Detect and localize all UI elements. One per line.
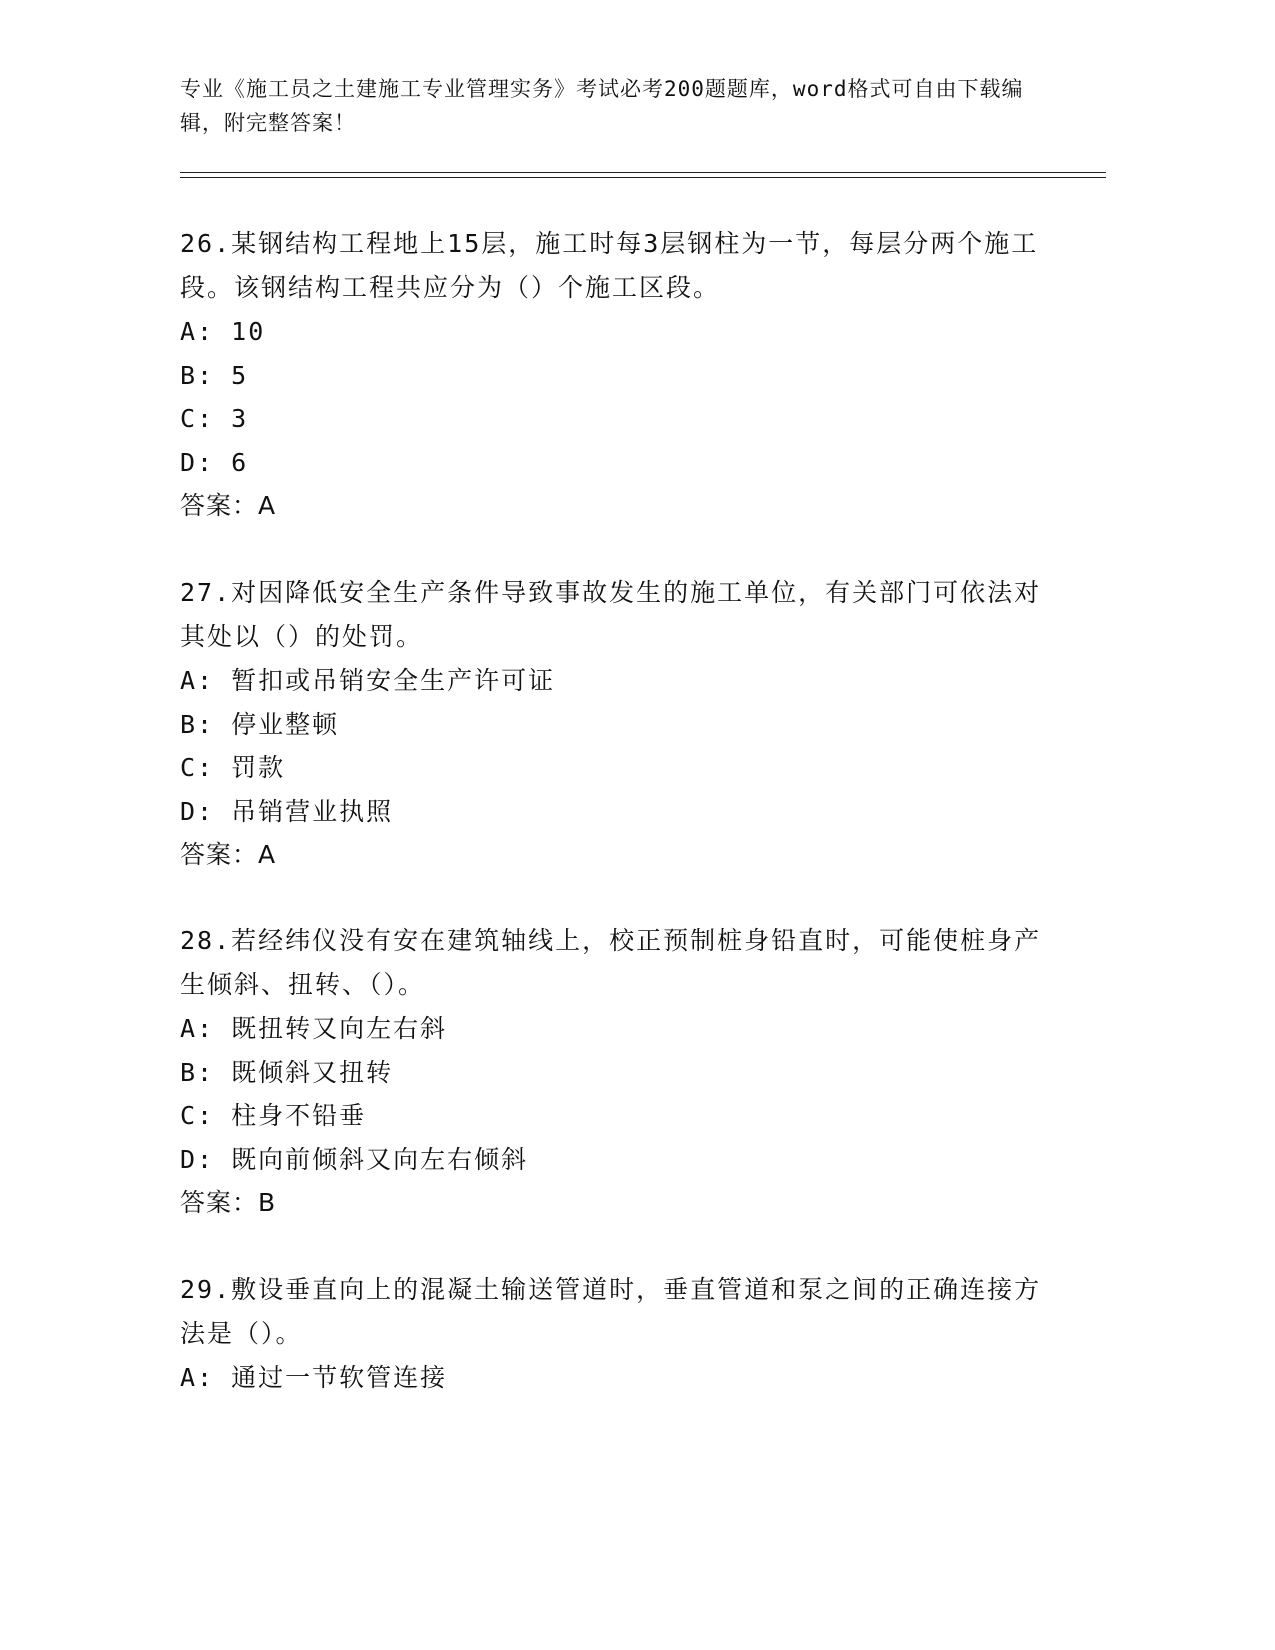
- question-29: [180, 1268, 1060, 1400]
- question-26: [180, 222, 1060, 528]
- option-c: C: 柱身不铅垂: [180, 1101, 367, 1130]
- option-c: C: 罚款: [180, 753, 286, 782]
- document-header: 专业《施工员之土建施工专业管理实务》考试必考200题题库，word格式可自由下载编辑，附完整答案！: [180, 77, 1024, 135]
- question-stem: 29.敷设垂直向上的混凝土输送管道时，垂直管道和泵之间的正确连接方法是（）。: [180, 1275, 1042, 1348]
- option-b: B: 停业整顿: [180, 709, 340, 739]
- question-27: [180, 571, 1060, 877]
- question-stem: 26.某钢结构工程地上15层，施工时每3层钢柱为一节，每层分两个施工段。该钢结构工程共应分为（）个施工区段。: [180, 229, 1039, 302]
- question-28: [180, 919, 1060, 1225]
- option-b: B: 既倾斜又扭转: [180, 1057, 394, 1087]
- option-d: D: 吊销营业执照: [180, 796, 394, 826]
- question-stem: 27.对因降低安全生产条件导致事故发生的施工单位，有关部门可依法对其处以（）的处罚。: [180, 578, 1042, 651]
- option-d: D: 6: [180, 447, 249, 477]
- option-d: D: 既向前倾斜又向左右倾斜: [180, 1144, 529, 1174]
- answer: 答案：B: [180, 1188, 277, 1217]
- option-a: A: 暂扣或吊销安全生产许可证: [180, 666, 556, 695]
- answer: 答案：A: [180, 491, 277, 520]
- question-stem: 28.若经纬仪没有安在建筑轴线上，校正预制桩身铅直时，可能使桩身产生倾斜、扭转、（）。: [180, 926, 1042, 999]
- header-divider-bottom: [180, 177, 1106, 178]
- option-a: A: 既扭转又向左右斜: [180, 1014, 448, 1043]
- option-b: B: 5: [180, 360, 249, 390]
- option-a: A: 10: [180, 317, 266, 346]
- option-a: A: 通过一节软管连接: [180, 1363, 448, 1392]
- answer: 答案：A: [180, 840, 277, 869]
- header-divider-top: [180, 172, 1106, 173]
- option-c: C: 3: [180, 404, 249, 433]
